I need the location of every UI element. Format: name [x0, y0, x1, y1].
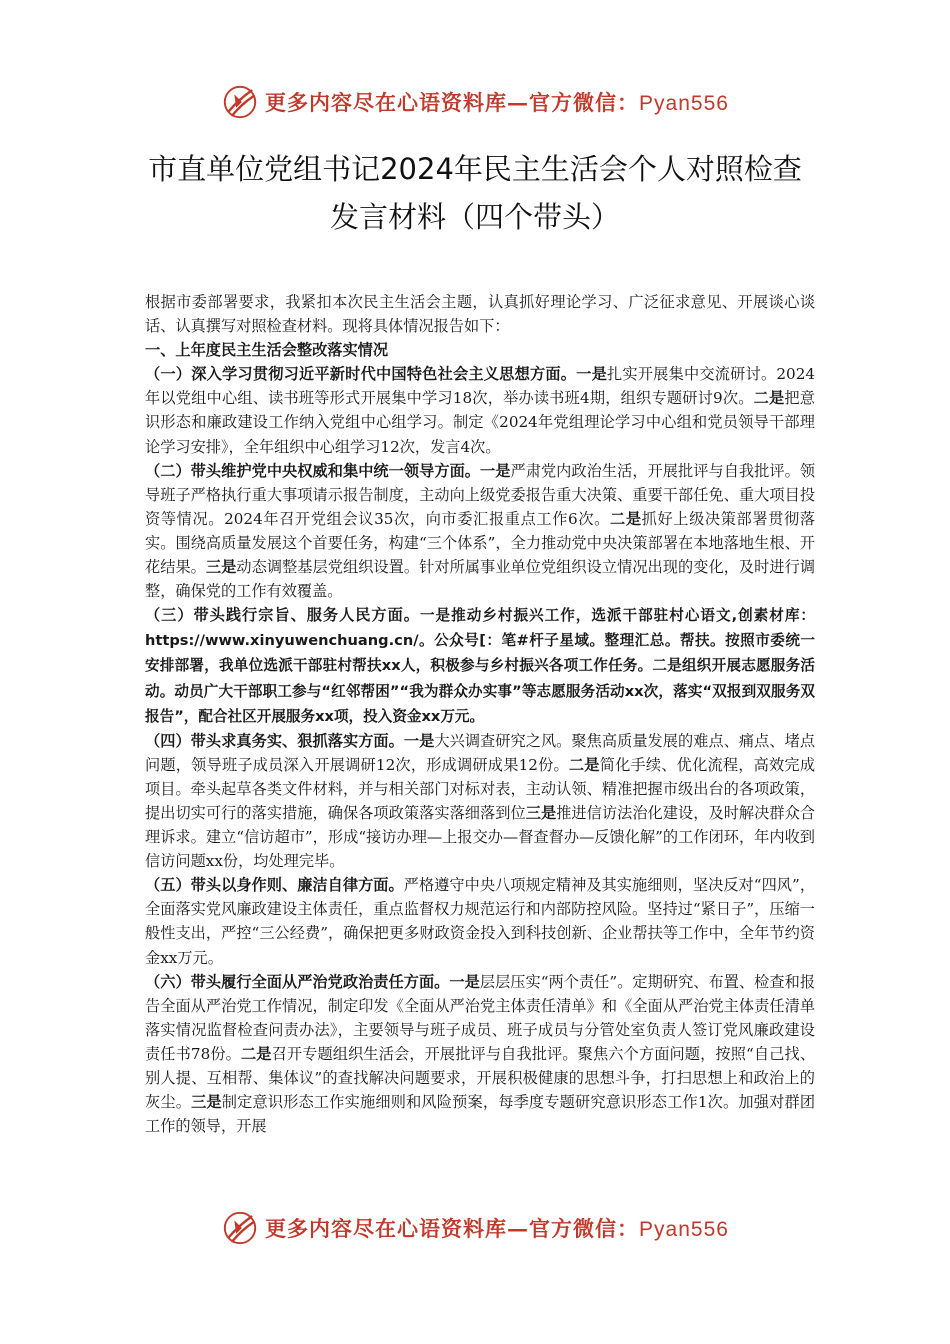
intro-paragraph: 根据市委部署要求，我紧扣本次民主生活会主题，认真抓好理论学习、广泛征求意见、开展谈心谈话、认真撰写对照检查材料。现将具体情况报告如下：	[145, 293, 815, 336]
footer-banner	[0, 1206, 950, 1250]
title-line-1: 市直单位党组书记2024年民主生活会个人对照检查	[148, 152, 802, 186]
item-2: （二）带头维护党中央权威和集中统一领导方面。一是严肃党内政治生活，开展批评与自我批评。领导班子严格执行重大事项请示报告制度，主动向上级党委报告重大决策、重要干部任免、重大项目投资等情况。2024年召开党组会议35次，向市委汇报重点工作6次。二是抓好上级决策部署贯彻落实。围绕高质量发展这个首要任务，构建“三个体系”，全力推动党中央决策部署在本地落地生根、开花结果。三是动态调整基层党组织设置。针对所属事业单位党组织设立情况出现的变化，及时进行调整，确保党的工作有效覆盖。	[145, 461, 816, 601]
item-3: （三）带头践行宗旨、服务人民方面。一是推动乡村振兴工作，选派干部驻村心语文,创素材库：https://www.xinyuwenchuang.cn/。公众号[：笔#杆子星域。整理汇总。帮扶。按照市委统一安排部署，我单位选派干部驻村帮扶xx人，积极参与乡村振兴各项工作任务。二是组织开展志愿服务活动。动员广大干部职工参与“红邻帮困”“我为群众办实事”等志愿服务活动xx次，落实“双报到双服务双报告”，配合社区开展服务xx项，投入资金xx万元。	[145, 606, 816, 725]
item-6: （六）带头履行全面从严治党政治责任方面。一是层层压实“两个责任”。定期研究、布置、检查和报告全面从严治党工作情况，制定印发《全面从严治党主体责任清单》和《全面从严治党主体责任清单落实情况监督检查问责办法》，主要领导与班子成员、班子成员与分管处室负责人签订党风廉政建设责任书78份。二是召开专题组织生活会，开展批评与自我批评。聚焦六个方面问题，按照“自己找、别人提、互相帮、集体议”的查找解决问题要求，开展积极健康的思想斗争，打扫思想上和政治上的灰尘。三是制定意识形态工作实施细则和风险预案，每季度专题研究意识形态工作1次。加强对群团工作的领导，开展	[145, 972, 816, 1136]
title-line-2: 发言材料（四个带头）	[329, 200, 620, 234]
logo-icon	[221, 1209, 259, 1247]
wechat-id: Pyan556	[639, 92, 729, 115]
header-banner	[0, 80, 950, 124]
item-4: （四）带头求真务实、狠抓落实方面。一是大兴调查研究之风。聚焦高质量发展的难点、痛点、堵点问题，领导班子成员深入开展调研12次，形成调研成果12份。二是简化手续、优化流程，高效完成项目。牵头起草各类文件材料，并与相关部门对标对表，主动认领、精准把握市级出台的各项政策，提出切实可行的落实措施，确保各项政策落实落细落到位三是推进信访法治化建设，及时解决群众合理诉求。建立“信访超市”，形成“接访办理—上报交办—督查督办—反馈化解”的工作闭环，年内收到信访问题xx份，均处理完毕。	[145, 731, 816, 871]
logo-icon	[221, 83, 259, 121]
banner-text: 更多内容尽在心语资料库—官方微信：Pyan556	[265, 1216, 729, 1241]
banner-text: 更多内容尽在心语资料库—官方微信：Pyan556	[265, 90, 729, 115]
document-body	[145, 290, 815, 1138]
document-title	[100, 145, 850, 241]
section-heading: 一、上年度民主生活会整改落实情况	[145, 341, 388, 360]
item-1: （一）深入学习贯彻习近平新时代中国特色社会主义思想方面。一是扎实开展集中交流研讨。2024年以党组中心组、读书班等形式开展集中学习18次，举办读书班4期，组织专题研讨9次。二是把意识形态和廉政建设工作纳入党组中心组学习。制定《2024年党组理论学习中心组和党员领导干部理论学习安排》，全年组织中心组学习12次，发言4次。	[145, 365, 816, 456]
item-5: （五）带头以身作则、廉洁自律方面。严格遵守中央八项规定精神及其实施细则，坚决反对“四风”，全面落实党风廉政建设主体责任，重点监督权力规范运行和内部防控风险。坚持过“紧日子”，压缩一般性支出，严控“三公经费”，确保把更多财政资金投入到科技创新、企业帮扶等工作中，全年节约资金xx万元。	[145, 876, 816, 967]
wechat-id: Pyan556	[639, 1218, 729, 1241]
